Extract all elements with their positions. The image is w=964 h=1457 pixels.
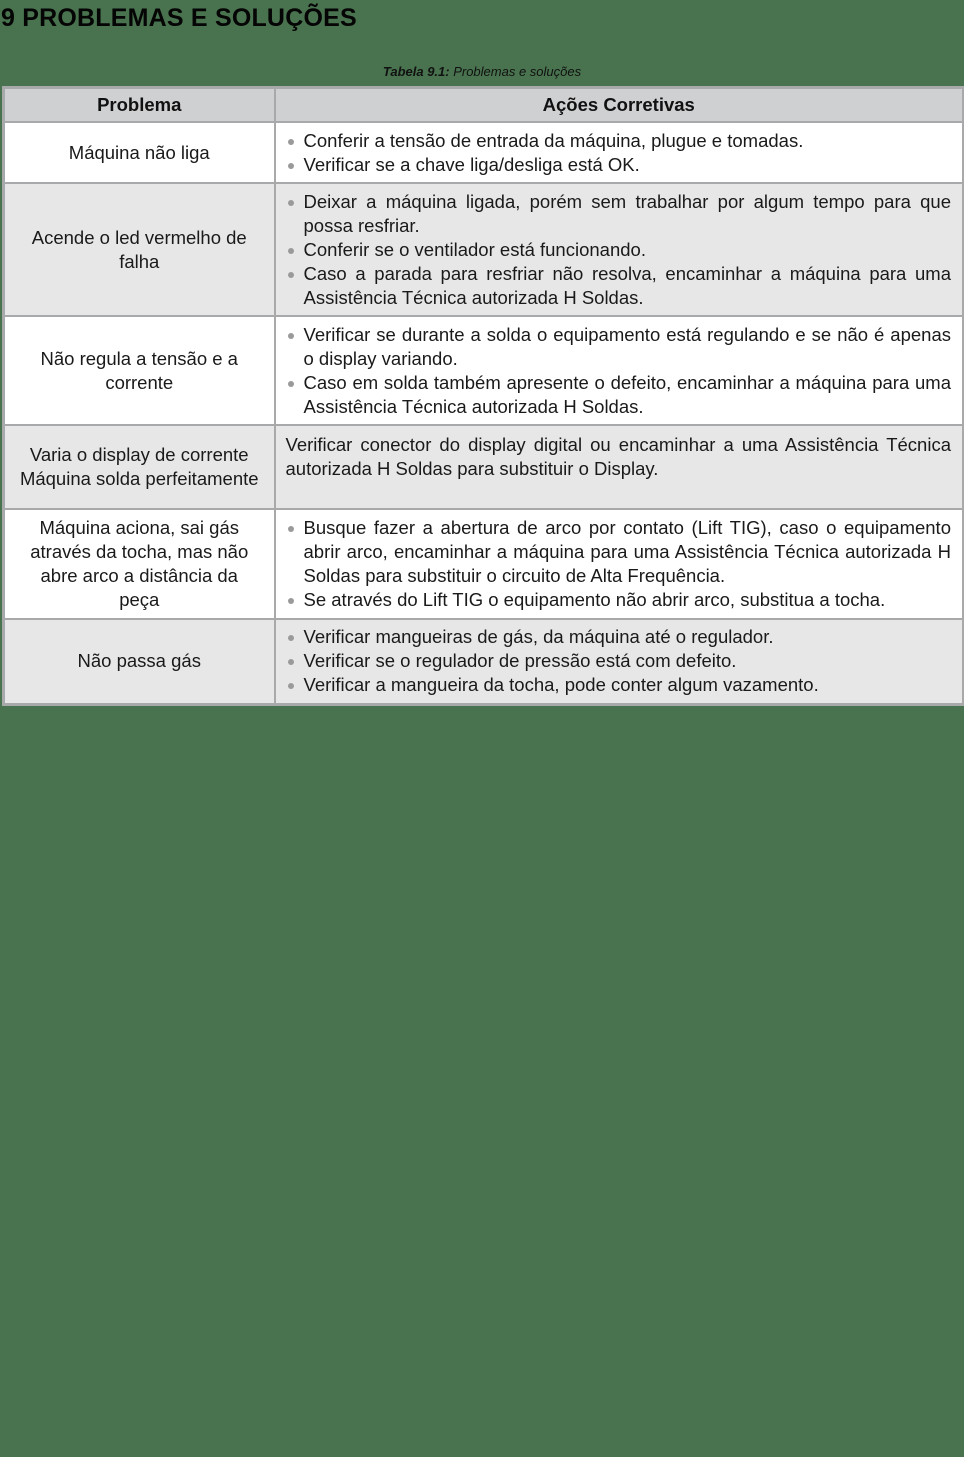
action-item: Verificar se durante a solda o equipamento está regulando e se não é apenas o display variando. [286,323,952,371]
table-header-row [4,88,964,123]
action-item: Caso a parada para resfriar não resolva, encaminhar a máquina para uma Assistência Técnica autorizada H Soldas. [286,262,952,310]
problem-cell: Não regula a tensão e a corrente [4,316,275,425]
problem-line: Máquina solda perfeitamente [19,468,259,489]
actions-cell [275,619,964,704]
table-row [4,183,964,316]
table-row [4,509,964,619]
action-item: Verificar se o regulador de pressão está com defeito. [286,649,952,673]
column-header-actions: Ações Corretivas [275,88,964,123]
bullet-icon [288,248,294,254]
actions-list [286,323,952,419]
problem-cell: Não passa gás [4,619,275,704]
bullet-icon [288,683,294,689]
bullet-icon [288,381,294,387]
problems-solutions-table [2,86,964,706]
bullet-icon [288,659,294,665]
table-row [4,316,964,425]
bullet-icon [288,163,294,169]
table-row [4,619,964,704]
bullet-icon [288,333,294,339]
problem-cell [4,425,275,509]
action-item: Busque fazer a abertura de arco por contato (Lift TIG), caso o equipamento abrir arco, encaminhar a máquina para uma Assistência Técnica autorizada H Soldas para substituir o circuito de Alta Frequência. [286,516,952,588]
action-item: Verificar se a chave liga/desliga está OK. [286,153,952,177]
actions-list [286,129,952,177]
actions-list [286,190,952,310]
table-row [4,425,964,509]
table-caption-text: Problemas e soluções [449,64,582,79]
bullet-icon [288,272,294,278]
bullet-icon [288,598,294,604]
problem-cell: Máquina não liga [4,122,275,183]
bullet-icon [288,139,294,145]
table-caption-label: Tabela 9.1: [382,64,450,79]
problem-line: Varia o display de corrente [29,444,249,465]
action-item: Caso em solda também apresente o defeito, encaminhar a máquina para uma Assistência Técnica autorizada H Soldas. [286,371,952,419]
action-item: Verificar a mangueira da tocha, pode conter algum vazamento. [286,673,952,697]
bullet-icon [288,526,294,532]
table-caption [0,64,964,79]
bullet-icon [288,200,294,206]
action-item: Verificar mangueiras de gás, da máquina até o regulador. [286,625,952,649]
actions-cell [275,316,964,425]
actions-list [286,625,952,697]
actions-cell [275,122,964,183]
action-item: Conferir a tensão de entrada da máquina, plugue e tomadas. [286,129,952,153]
action-item: Se através do Lift TIG o equipamento não abrir arco, substitua a tocha. [286,588,952,612]
table-row [4,122,964,183]
actions-cell [275,183,964,316]
actions-list [286,516,952,612]
column-header-problem: Problema [4,88,275,123]
action-item: Conferir se o ventilador está funcionando. [286,238,952,262]
problem-cell: Máquina aciona, sai gás através da tocha, mas não abre arco a distância da peça [4,509,275,619]
bullet-icon [288,635,294,641]
action-item: Deixar a máquina ligada, porém sem trabalhar por algum tempo para que possa resfriar. [286,190,952,238]
page-title: 9 PROBLEMAS E SOLUÇÕES [1,4,357,32]
problem-cell: Acende o led vermelho de falha [4,183,275,316]
actions-cell [275,509,964,619]
actions-cell: Verificar conector do display digital ou encaminhar a uma Assistência Técnica autorizada H Soldas para substituir o Display. [275,425,964,509]
